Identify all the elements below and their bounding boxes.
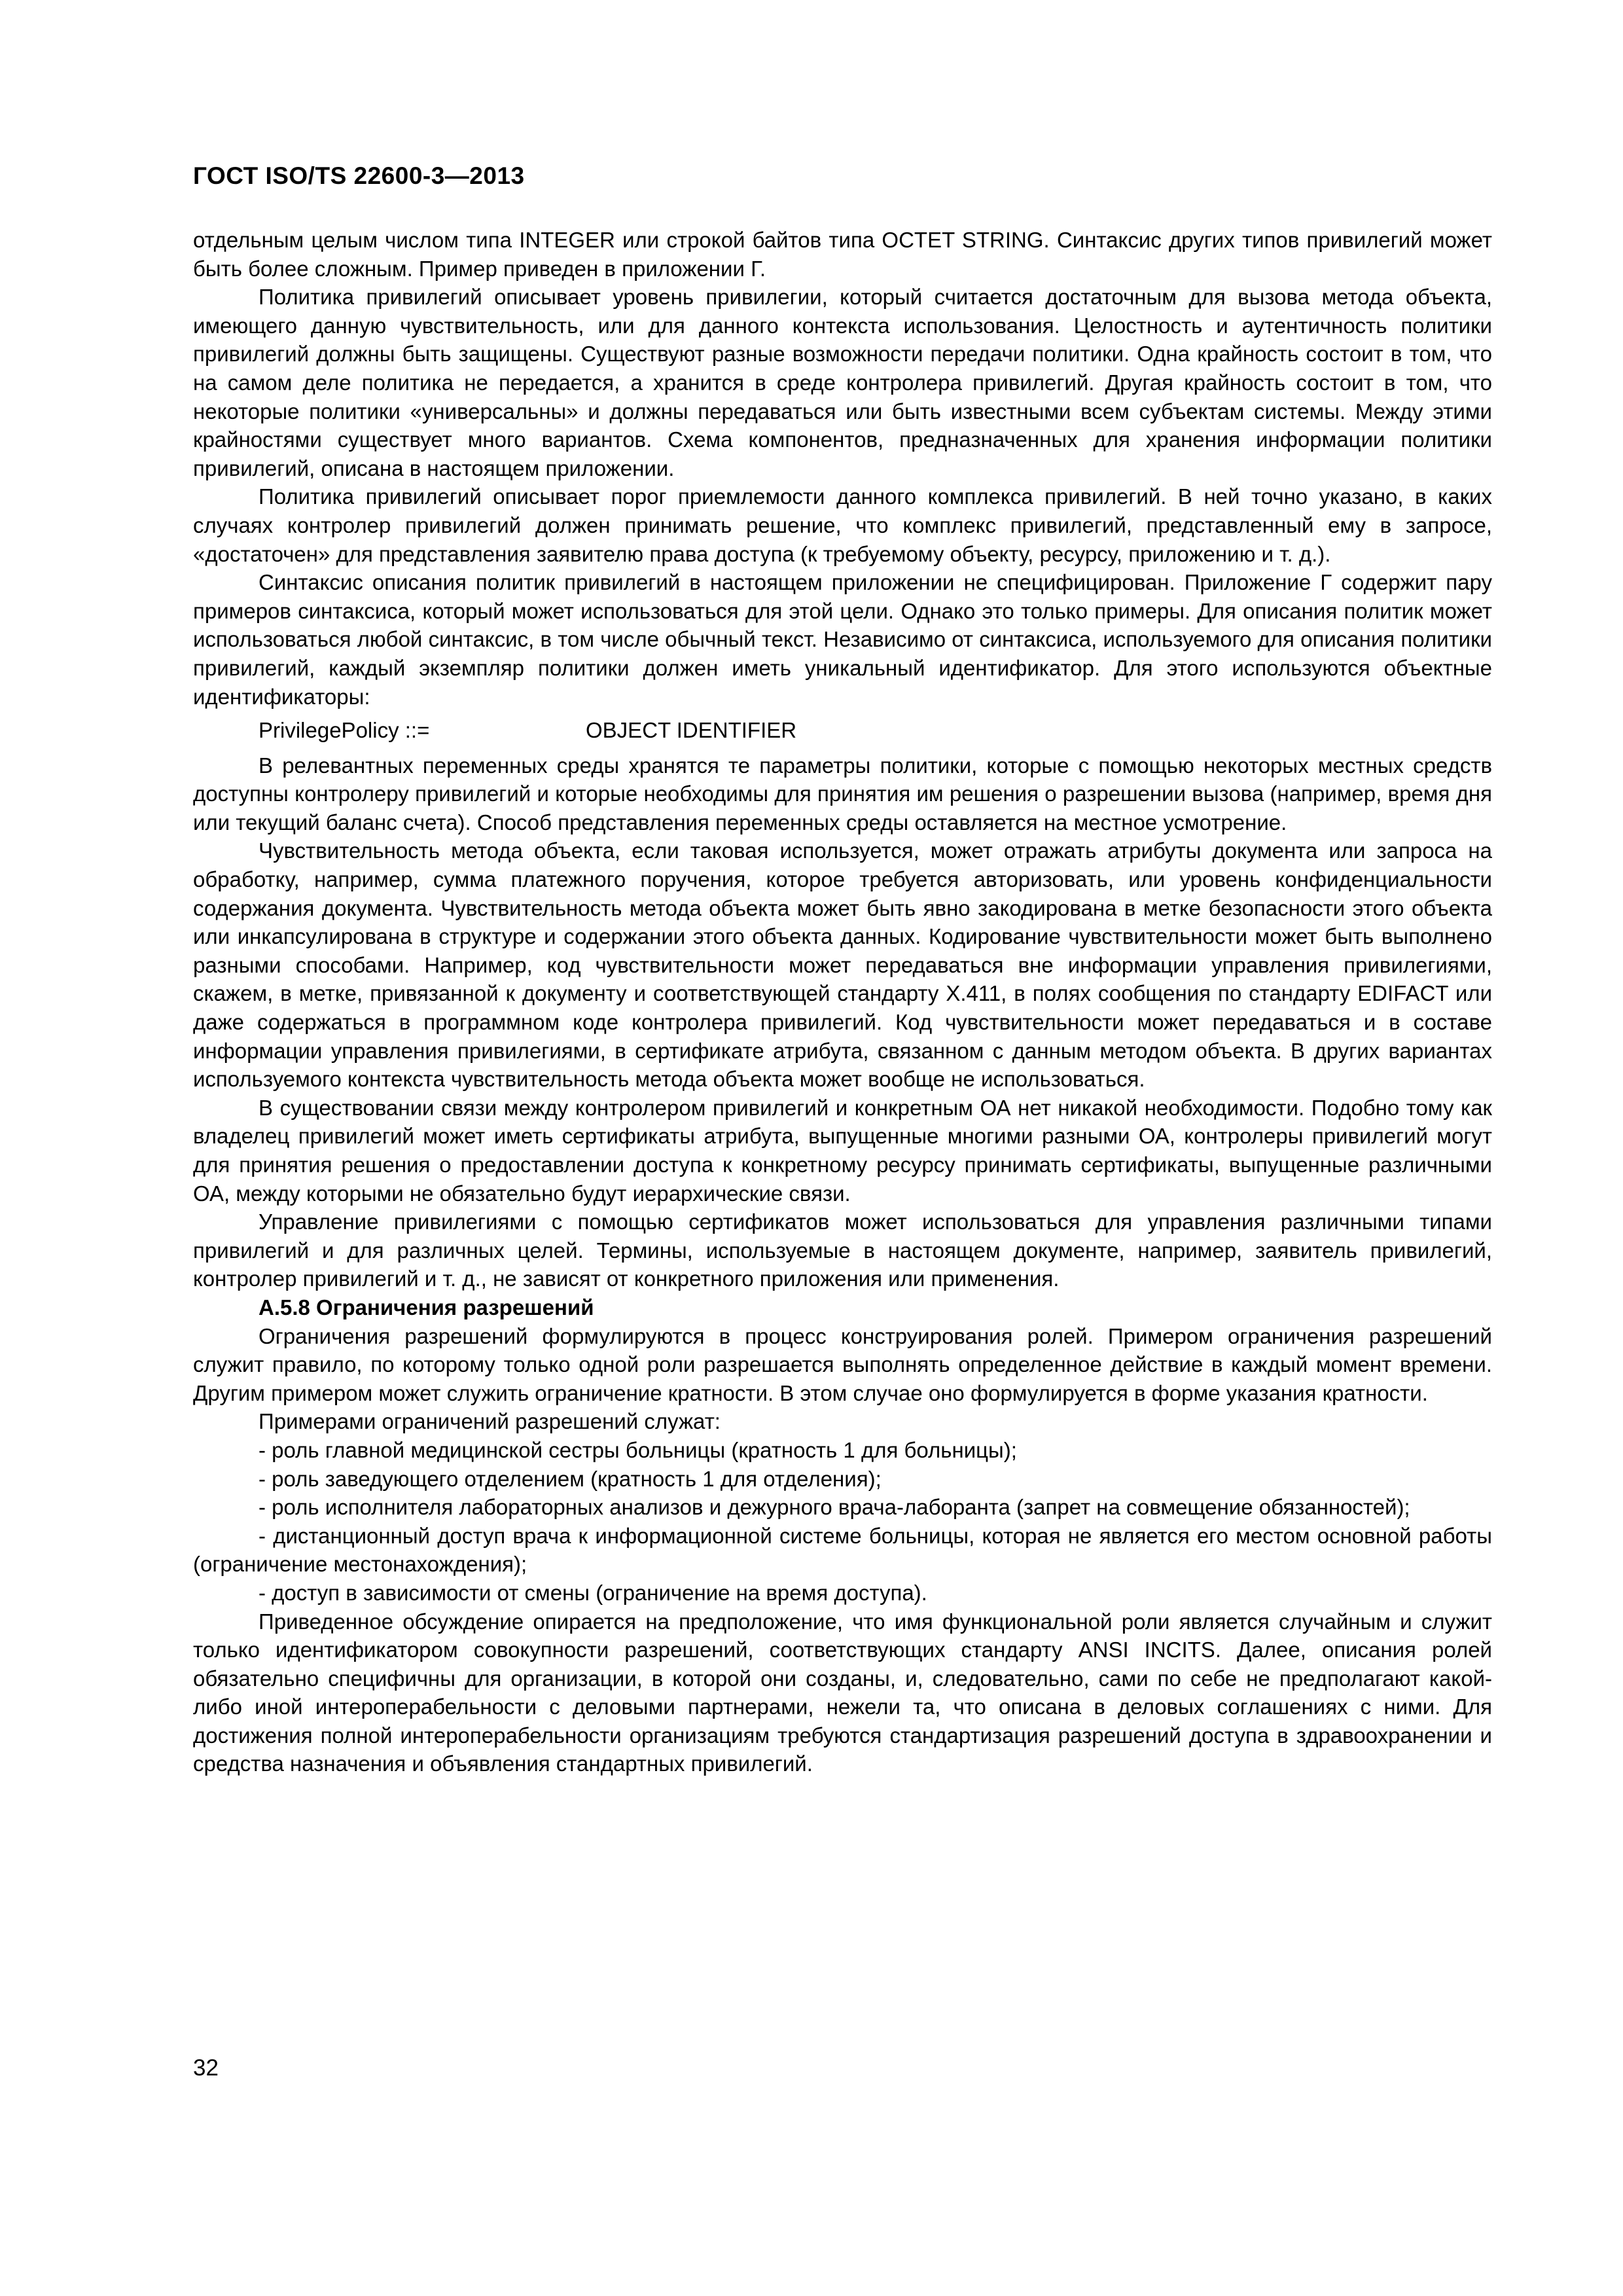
list-item: - дистанционный доступ врача к информационной системе больницы, которая не является его местом основной работы (ограничение местонахождения); — [193, 1523, 1492, 1577]
document-body — [193, 226, 1492, 1778]
paragraph: Политика привилегий описывает уровень привилегии, который считается достаточным для вызова метода объекта, имеющего данную чувствительность, или для данного контекста использования. Целостность и аутентичность политики привилегий должны быть защищены. Существуют разные возможности передачи политики. Одна крайность состоит в том, что на самом деле политика не передается, а хранится в среде контролера привилегий. Другая крайность состоит в том, что некоторые политики «универсальны» и должны передаваться или быть известными всем субъектам системы. Между этими крайностями существует много вариантов. Схема компонентов, предназначенных для хранения информации политики привилегий, описана в настоящем приложении. — [193, 285, 1492, 480]
section-heading: А.5.8 Ограничения разрешений — [259, 1295, 594, 1319]
paragraph: Синтаксис описания политик привилегий в настоящем приложении не специфицирован. Приложение Г содержит пару примеров синтаксиса, который может использоваться для этой цели. Однако это только примеры. Для описания политик может использоваться любой синтаксис, в том числе обычный текст. Независимо от синтаксиса, используемого для описания политики привилегий, каждый экземпляр политики должен иметь уникальный идентификатор. Для этого используются объектные идентификаторы: — [193, 570, 1492, 709]
paragraph: Приведенное обсуждение опирается на предположение, что имя функциональной роли является случайным и служит только идентификатором совокупности разрешений, соответствующих стандарту ANSI INCITS. Далее, описания ролей обязательно специфичны для организации, в которой они созданы, и, следовательно, сами по себе не предполагают какой-либо иной интероперабельности с деловыми партнерами, нежели та, что описана в деловых соглашениях с ними. Для достижения полной интероперабельности организациям требуются стандартизация разрешений доступа в здравоохранении и средства назначения и объявления стандартных привилегий. — [193, 1609, 1492, 1776]
paragraph: Ограничения разрешений формулируются в процесс конструирования ролей. Примером ограничения разрешений служит правило, по которому только одной роли разрешается выполнять определенное действие в каждый момент времени. Другим примером может служить ограничение кратности. В этом случае оно формулируется в форме указания кратности. — [193, 1323, 1492, 1405]
list-item: - роль заведующего отделением (кратность 1 для отделения); — [259, 1466, 882, 1491]
paragraph-continuation: отдельным целым числом типа INTEGER или строкой байтов типа OCTET STRING. Синтаксис других типов привилегий может быть более сложным. Пример приведен в приложении Г. — [193, 228, 1492, 281]
paragraph: Политика привилегий описывает порог приемлемости данного комплекса привилегий. В ней точно указано, в каких случаях контролер привилегий должен принимать решение, что комплекс привилегий, представленный ему в запросе, «достаточен» для представления заявителю права доступа (к требуемому объекту, ресурсу, приложению и т. д.). — [193, 484, 1492, 566]
paragraph: Чувствительность метода объекта, если таковая используется, может отражать атрибуты документа или запроса на обработку, например, сумма платежного поручения, которое требуется авторизовать, или уровень конфиденциальности содержания документа. Чувствительность метода объекта может быть явно закодирована в метке безопасности этого объекта или инкапсулирована в структуре и содержании этого объекта данных. Кодирование чувствительности может быть выполнено разными способами. Например, код чувствительности может передаваться вне информации управления привилегиями, скажем, в метке, привязанной к документу и соответствующей стандарту X.411, в полях сообщения по стандарту EDIFACT или даже содержаться в программном коде контролера привилегий. Код чувствительности может передаваться и в составе информации управления привилегиями, в сертификате атрибута, связанном с данным методом объекта. В других вариантах используемого контекста чувствительность метода объекта может вообще не использоваться. — [193, 838, 1492, 1092]
syntax-lhs: PrivilegePolicy ::= — [259, 718, 430, 743]
paragraph: В релевантных переменных среды хранятся те параметры политики, которые с помощью некоторых местных средств доступны контролеру привилегий и которые необходимы для принятия им решения о разрешении вызова (например, время дня или текущий баланс счета). Способ представления переменных среды оставляется на местное усмотрение. — [193, 753, 1492, 834]
page-number: 32 — [193, 2055, 219, 2081]
paragraph: Управление привилегиями с помощью сертификатов может использоваться для управления различными типами привилегий и для различных целей. Термины, используемые в настоящем документе, например, заявитель привилегий, контролер привилегий и т. д., не зависят от конкретного приложения или применения. — [193, 1210, 1492, 1291]
list-item: - доступ в зависимости от смены (ограничение на время доступа). — [259, 1580, 927, 1605]
syntax-definition — [193, 716, 1492, 745]
paragraph: В существовании связи между контролером привилегий и конкретным ОА нет никакой необходимости. Подобно тому как владелец привилегий может иметь сертификаты атрибута, выпущенные многими разными ОА, контролеры привилегий могут для принятия решения о предоставлении доступа к конкретному ресурсу принимать сертификаты, выпущенные различными ОА, между которыми не обязательно будут иерархические связи. — [193, 1095, 1492, 1206]
list-item: - роль исполнителя лабораторных анализов и дежурного врача-лаборанта (запрет на совмещение обязанностей); — [259, 1495, 1410, 1520]
list-item: - роль главной медицинской сестры больницы (кратность 1 для больницы); — [259, 1437, 1017, 1462]
syntax-rhs: OBJECT IDENTIFIER — [586, 718, 797, 743]
standard-header: ГОСТ ISO/TS 22600-3—2013 — [193, 162, 525, 189]
paragraph: Примерами ограничений разрешений служат: — [259, 1409, 721, 1434]
